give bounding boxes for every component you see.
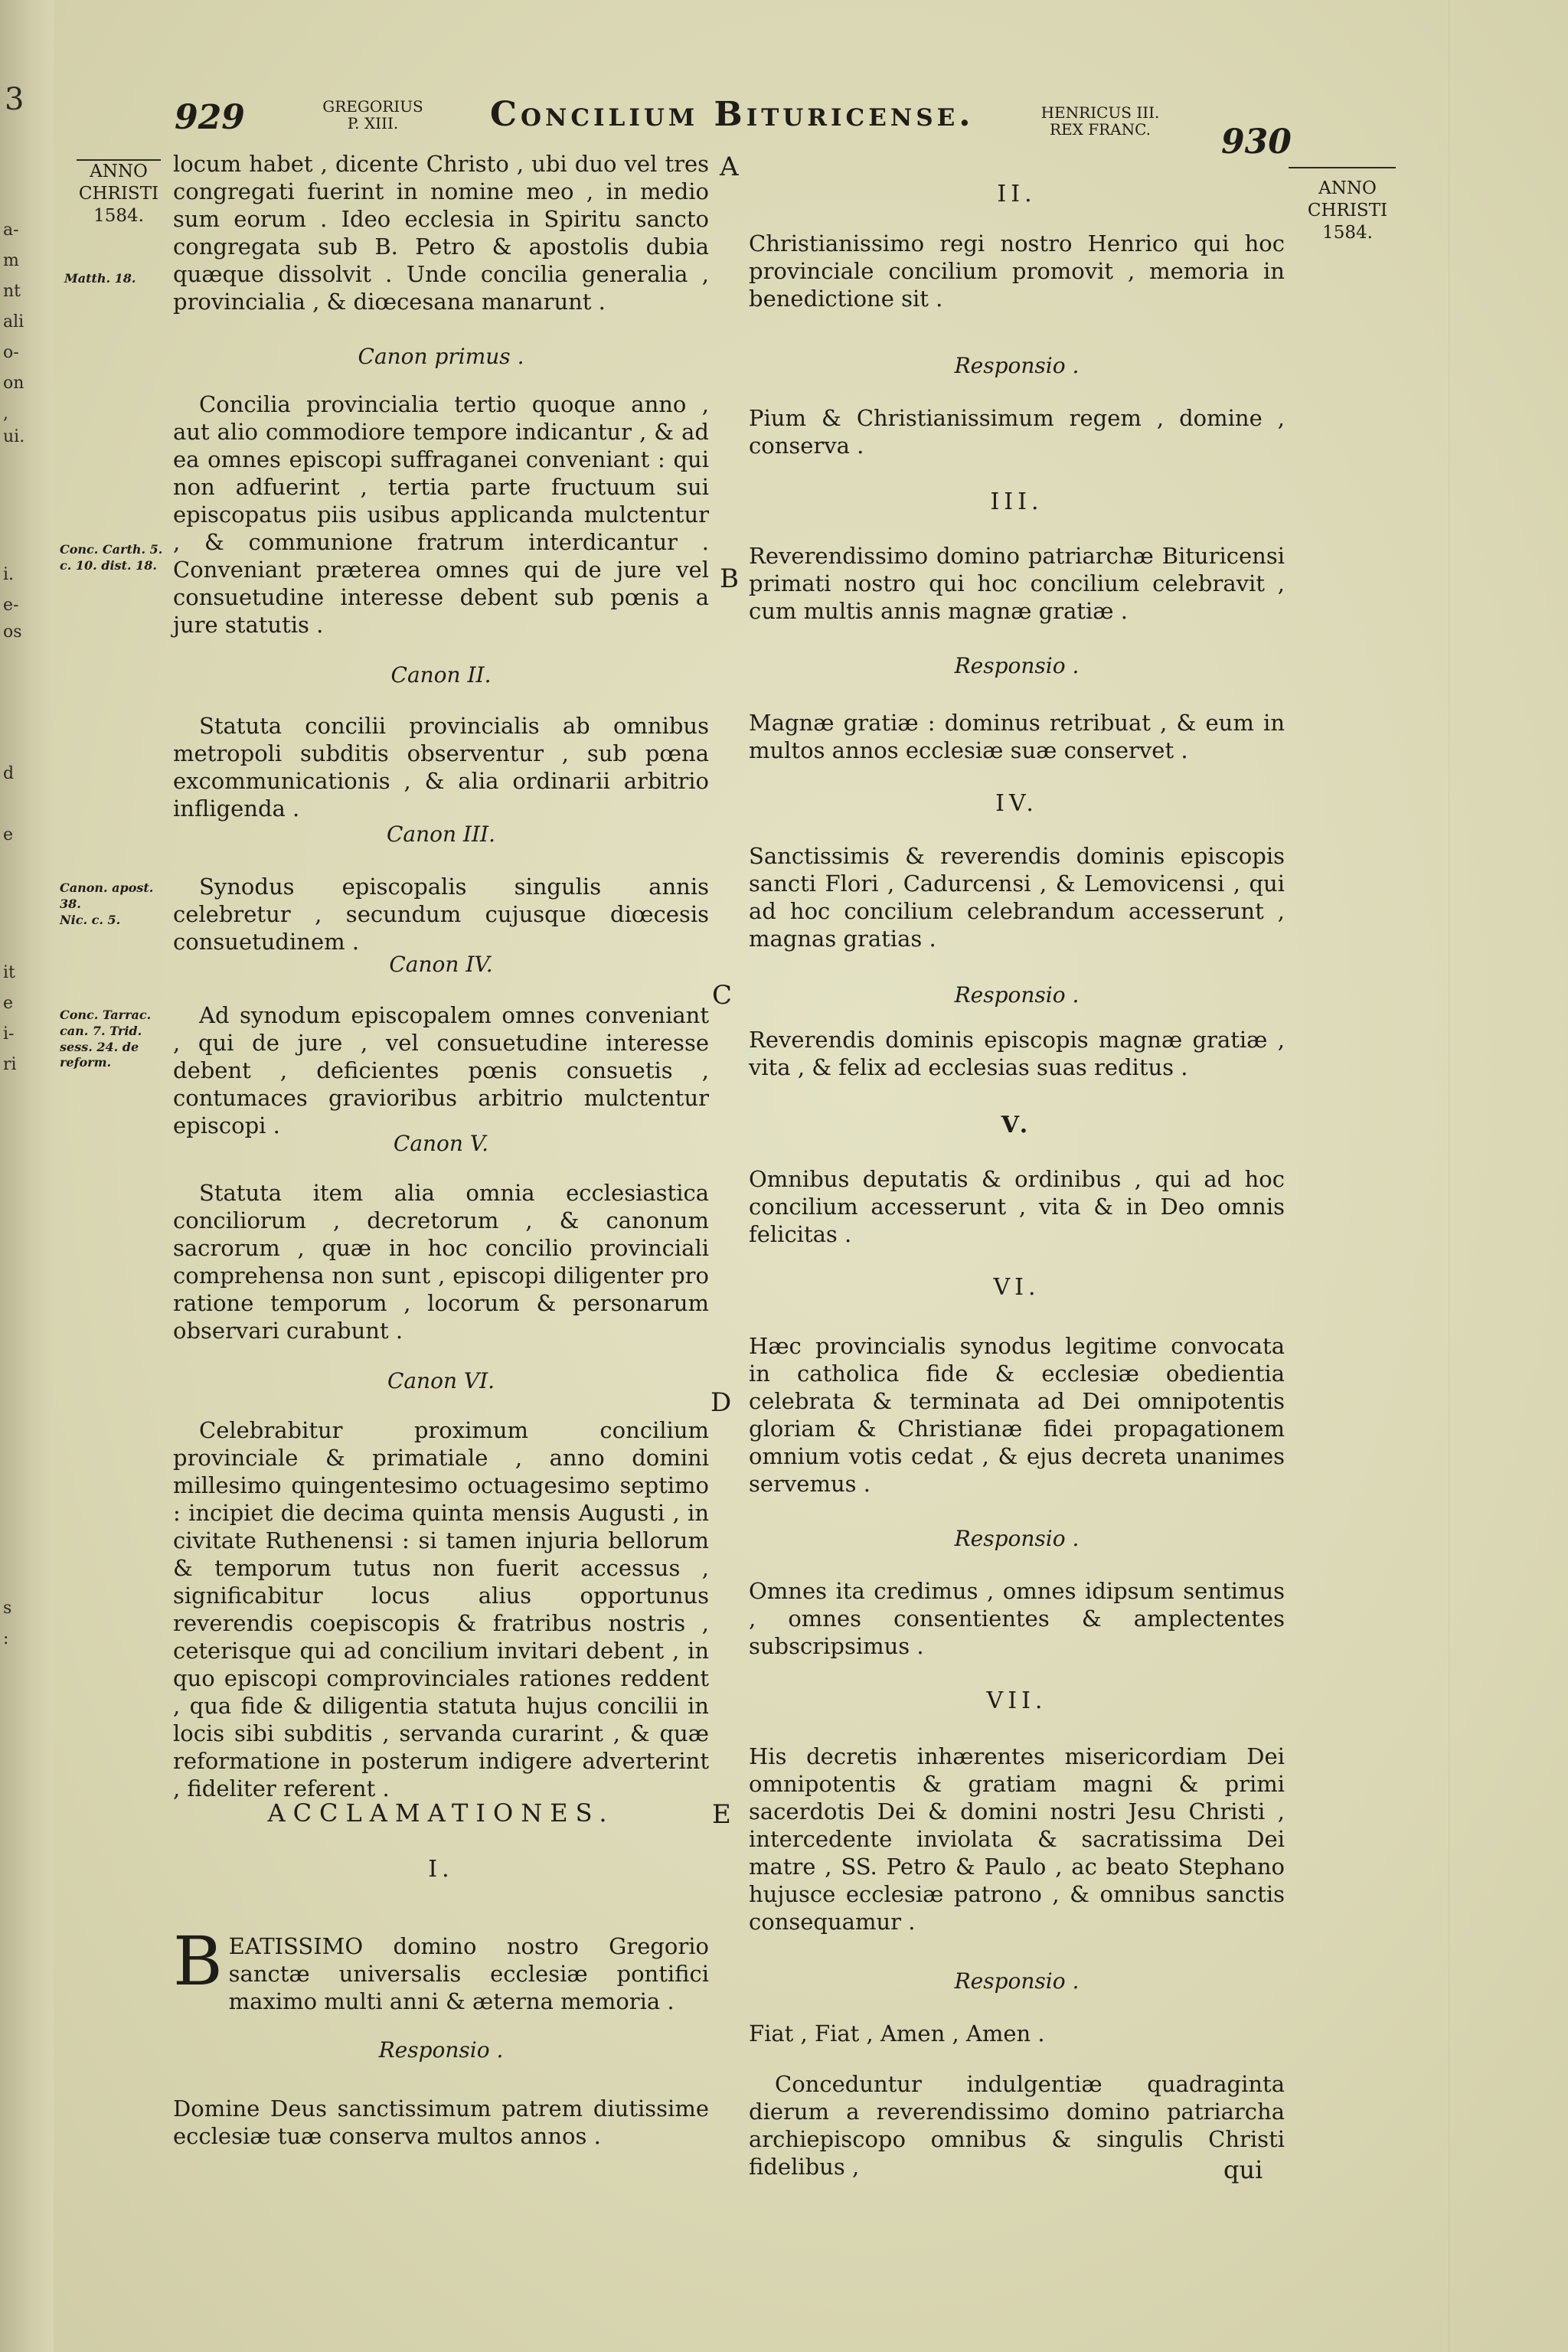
year-marginal-left-text: ANNO CHRISTI 1584.	[77, 159, 161, 227]
acclamation-number: IV.	[995, 790, 1038, 817]
gutter-fragment: os	[3, 622, 22, 642]
running-head-right: HENRICUS III. REX FRANC.	[1040, 103, 1160, 139]
responsio-text: Fiat , Fiat , Amen , Amen .	[749, 2020, 1045, 2047]
gutter-fragment: on	[3, 374, 24, 393]
gutter-fragment: it	[3, 963, 15, 982]
gutter-fragment: ,	[3, 404, 8, 423]
marginal-note: Matth. 18.	[64, 271, 136, 286]
running-head-title: Concilium Bituricense.	[490, 95, 975, 134]
gutter-fragment: s	[3, 1599, 12, 1618]
canon-text: Ad synodum episcopalem omnes conveniant , qui de jure , vel consuetudine interesse debent , deficientes pœnis consuetis , contumaces gravioribus arbitrio mulctentur episcopi .	[173, 1002, 709, 1138]
gutter-fragment: ali	[3, 312, 24, 332]
acclamation-number: VI.	[993, 1274, 1040, 1301]
acclamation-body: EATISSIMO domino nostro Gregorio sanctæ universalis ecclesiæ pontifici maximo multi anni & æterna memoria .	[228, 1933, 709, 2014]
canon-text: Concilia provincialia tertio quoque anno , aut alio commodiore tempore indicantur , & ad ea omnes episcopi suffraganei conveniant : qui non adfuerint , tertia parte fructuum sui episcopatus piis usibus applicanda mulctentur , & communione fratrum interdicantur . Conveniant præterea omnes qui de jure vel consuetudine interesse debent sub pœnis a jure statutis .	[173, 391, 709, 638]
gutter-fragment: e-	[3, 596, 19, 615]
gutter-fragment: ri	[3, 1055, 17, 1074]
acclamation-number: III.	[990, 488, 1044, 515]
canon-text: Synodus episcopalis singulis annis celebretur , secundum cujusque diœcesis consuetudinem .	[173, 874, 709, 955]
acclamation-text: Christianissimo regi nostro Henrico qui hoc provinciale concilium promovit , memoria in benedictione sit .	[749, 230, 1285, 312]
closing-paragraph: Conceduntur indulgentiæ quadraginta dierum a reverendissimo domino patriarcha archiepiscopo omnibus & singulis Christi fidelibus ,	[749, 2071, 1285, 2180]
gutter-fragment: a-	[3, 220, 19, 240]
canon-heading: Canon II.	[390, 662, 492, 688]
section-letter: E	[712, 1799, 731, 1830]
acclamation-text: Sanctissimis & reverendis dominis episcopis sancti Flori , Cadurcensi , & Lemovicensi , qui ad hoc concilium celebrandum accesserunt , magnas gratias .	[749, 843, 1285, 952]
section-letter: D	[710, 1387, 732, 1418]
acclamation-text: Omnibus deputatis & ordinibus , qui ad hoc concilium accesserunt , vita & in Deo omnis felicitas .	[749, 1166, 1285, 1247]
gutter-fragment: o-	[3, 343, 19, 362]
acclamation-text: His decretis inhærentes misericordiam Dei omnipotentis & gratiam magni & primi sacerdotis Dei & domini nostri Jesu Christi , intercedente inviolata & sacratissima Dei matre , SS. Petro & Paulo , ac beato Stephano hujusce ecclesiæ patrono , & omnibus sanctis consequamur .	[749, 1743, 1285, 1935]
intro-paragraph: locum habet , dicente Christo , ubi duo vel tres congregati fuerint in nomine meo , in medio sum eorum . Ideo ecclesia in Spiritu sancto congregata sub B. Petro & apostolis dubia quæque dissolvit . Unde concilia generalia , provincialia , & diœcesana manarunt .	[173, 151, 709, 315]
folio-number-right: 930	[1221, 122, 1292, 162]
canon-heading: Canon VI.	[387, 1368, 495, 1393]
acclamationes-heading: ACCLAMATIONES.	[267, 1798, 615, 1828]
acclamation-text: Reverendissimo domino patriarchæ Bituricensi primati nostro qui hoc concilium celebravit , cum multis annis magnæ gratiæ .	[749, 543, 1285, 624]
canon-text: Statuta item alia omnia ecclesiastica conciliorum , decretorum , & canonum sacrorum , quæ in hoc concilio provinciali comprehensa non sunt , episcopi diligenter pro ratione temporum , locorum & personarum observari curabunt .	[173, 1180, 709, 1344]
canon-text: Celebrabitur proximum concilium provinciale & primatiale , anno domini millesimo quingentesimo octuagesimo septimo : incipiet die decima quinta mensis Augusti , in civitate Ruthenensi : si tamen injuria bellorum & temporum tutus non fuerit accessus , significabitur locus alius opportunus reverendis coepiscopis & fratribus nostris , ceterisque qui ad concilium invitari debent , in quo episcopi comprovinciales rationes reddent , qua fide & diligentia statuta hujus concilii in locis sibi subditis , servanda curarint , & quæ reformatione in posterum indigere adverterint , fideliter referent .	[173, 1417, 709, 1802]
gutter-fragment: e	[3, 994, 14, 1013]
canon-heading: Canon III.	[386, 822, 496, 847]
folio-number-left: 929	[175, 98, 245, 137]
responsio-text: Domine Deus sanctissimum patrem diutissime ecclesiæ tuæ conserva multos annos .	[173, 2096, 709, 2149]
running-head-left: GREGORIUS P. XIII.	[322, 97, 423, 132]
year-marginal-left	[77, 159, 161, 227]
gutter-fragment: e	[3, 825, 14, 844]
year-marginal-right: ANNO CHRISTI 1584.	[1307, 178, 1388, 243]
responsio-text: Omnes ita credimus , omnes idipsum sentimus , omnes consentientes & amplectentes subscripsimus .	[749, 1578, 1285, 1659]
responsio-heading: Responsio .	[378, 2037, 504, 2063]
drop-cap: B	[173, 1922, 223, 2001]
acclamation-number: V.	[1001, 1112, 1033, 1138]
gutter-fragment: m	[3, 251, 19, 270]
section-letter: C	[712, 980, 733, 1011]
margin-rule	[1289, 167, 1396, 168]
responsio-text: Pium & Christianissimum regem , domine , conserva .	[749, 405, 1285, 459]
acclamation-number: II.	[997, 181, 1037, 207]
gutter-fragment: i.	[3, 565, 15, 584]
acclamation-number: VII.	[986, 1687, 1047, 1714]
responsio-heading: Responsio .	[954, 1526, 1080, 1551]
canon-heading: Canon IV.	[389, 952, 493, 977]
responsio-heading: Responsio .	[954, 653, 1080, 678]
gutter-fragment: :	[3, 1629, 9, 1648]
acclamation-text	[173, 1905, 709, 2015]
responsio-text: Reverendis dominis episcopis magnæ gratiæ , vita , & felix ad ecclesias suas reditus .	[749, 1027, 1285, 1080]
canon-heading: Canon V.	[393, 1131, 489, 1156]
gutter-fragment: ui.	[3, 427, 25, 446]
section-letter: B	[720, 564, 739, 594]
acclamation-number: I.	[428, 1856, 454, 1883]
gutter-fragment: d	[3, 764, 15, 783]
responsio-text: Magnæ gratiæ : dominus retribuat , & eum in multos annos ecclesiæ suæ conservet .	[749, 710, 1285, 763]
section-letter: A	[720, 152, 739, 182]
gutter-fragment: nt	[3, 282, 21, 301]
responsio-heading: Responsio .	[954, 1968, 1080, 1994]
canon-heading: Canon primus .	[358, 344, 524, 369]
marginal-note: Conc. Carth. 5. c. 10. dist. 18.	[60, 542, 163, 573]
responsio-heading: Responsio .	[954, 982, 1080, 1008]
gutter-fragment: 3	[5, 82, 24, 117]
responsio-heading: Responsio .	[954, 353, 1080, 378]
marginal-note: Conc. Tarrac. can. 7. Trid. sess. 24. de reform.	[60, 1008, 152, 1070]
acclamation-text: Hæc provincialis synodus legitime convocata in catholica fide & ecclesiæ obedientia celebrata & terminata ad Dei omnipotentis gloriam & Christianæ fidei propagationem omnium votis cedat , & ejus decreta unanimes servemus .	[749, 1333, 1285, 1497]
gutter-fragment: i-	[3, 1024, 15, 1044]
marginal-note: Canon. apost. 38. Nic. c. 5.	[60, 880, 154, 927]
canon-text: Statuta concilii provincialis ab omnibus metropoli subditis observentur , sub pœna excommunicationis , & alia ordinarii arbitrio infligenda .	[173, 713, 709, 822]
catchword: qui	[1223, 2155, 1263, 2184]
